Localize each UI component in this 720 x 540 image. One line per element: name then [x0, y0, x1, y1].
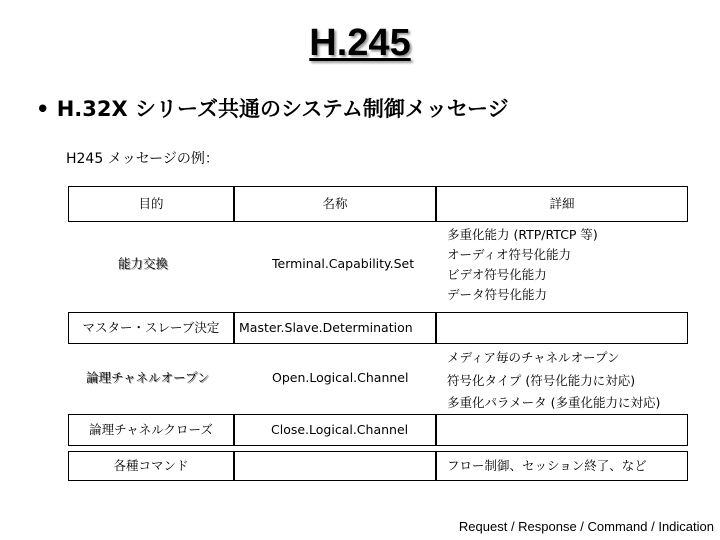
purpose-channel-close-cell: [68, 414, 234, 446]
header-purpose-label: 目的: [138, 196, 164, 211]
name-master-slave-cell: [234, 312, 436, 344]
example-caption: H245 メッセージの例：: [66, 151, 219, 167]
details-channel-close-cell: [436, 414, 688, 446]
purpose-commands-cell: [68, 451, 234, 481]
detail-line: オーディオ符号化能力: [447, 247, 572, 262]
purpose-master-slave: マスター・スレーブ決定: [82, 320, 220, 335]
name-terminal-capability-set: Terminal.Capability.Set: [272, 256, 415, 271]
name-open-logical-channel: Open.Logical.Channel: [272, 370, 409, 385]
name-master-slave-determination: Master.Slave.Determination: [239, 320, 413, 335]
header-details: [436, 186, 688, 222]
detail-line: 符号化タイプ (符号化能力に対応): [447, 373, 636, 388]
header-details-label: 詳細: [549, 196, 575, 211]
purpose-capability-exchange: 能力交換: [118, 256, 169, 271]
purpose-logical-channel-open: 論理チャネルオープン: [86, 370, 210, 385]
header-purpose: [68, 186, 234, 222]
message-types-footer: Request / Response / Command / Indication: [458, 519, 714, 534]
details-commands-cell: [436, 451, 688, 481]
detail-line: メディア毎のチャネルオープン: [447, 350, 620, 365]
details-master-slave-cell: [436, 312, 688, 344]
bullet-heading: • H.32X シリーズ共通のシステム制御メッセージ: [36, 97, 509, 121]
purpose-master-slave-cell: [68, 312, 234, 344]
header-name: [234, 186, 436, 222]
detail-line: 多重化能力 (RTP/RTCP 等): [447, 227, 598, 242]
purpose-logical-channel-close: 論理チャネルクローズ: [89, 422, 213, 437]
detail-line: 多重化パラメータ (多重化能力に対応): [447, 395, 661, 410]
detail-flow-control: フロー制御、セッション終了、など: [447, 458, 647, 473]
detail-line: データ符号化能力: [447, 287, 548, 302]
name-commands-cell: [234, 451, 436, 481]
purpose-commands: 各種コマンド: [113, 458, 189, 473]
name-close-logical-channel: Close.Logical.Channel: [271, 422, 409, 437]
header-name-label: 名称: [322, 196, 348, 211]
page-title: H.245: [309, 22, 411, 64]
name-channel-close-cell: [234, 414, 436, 446]
detail-line: ビデオ符号化能力: [447, 267, 547, 282]
